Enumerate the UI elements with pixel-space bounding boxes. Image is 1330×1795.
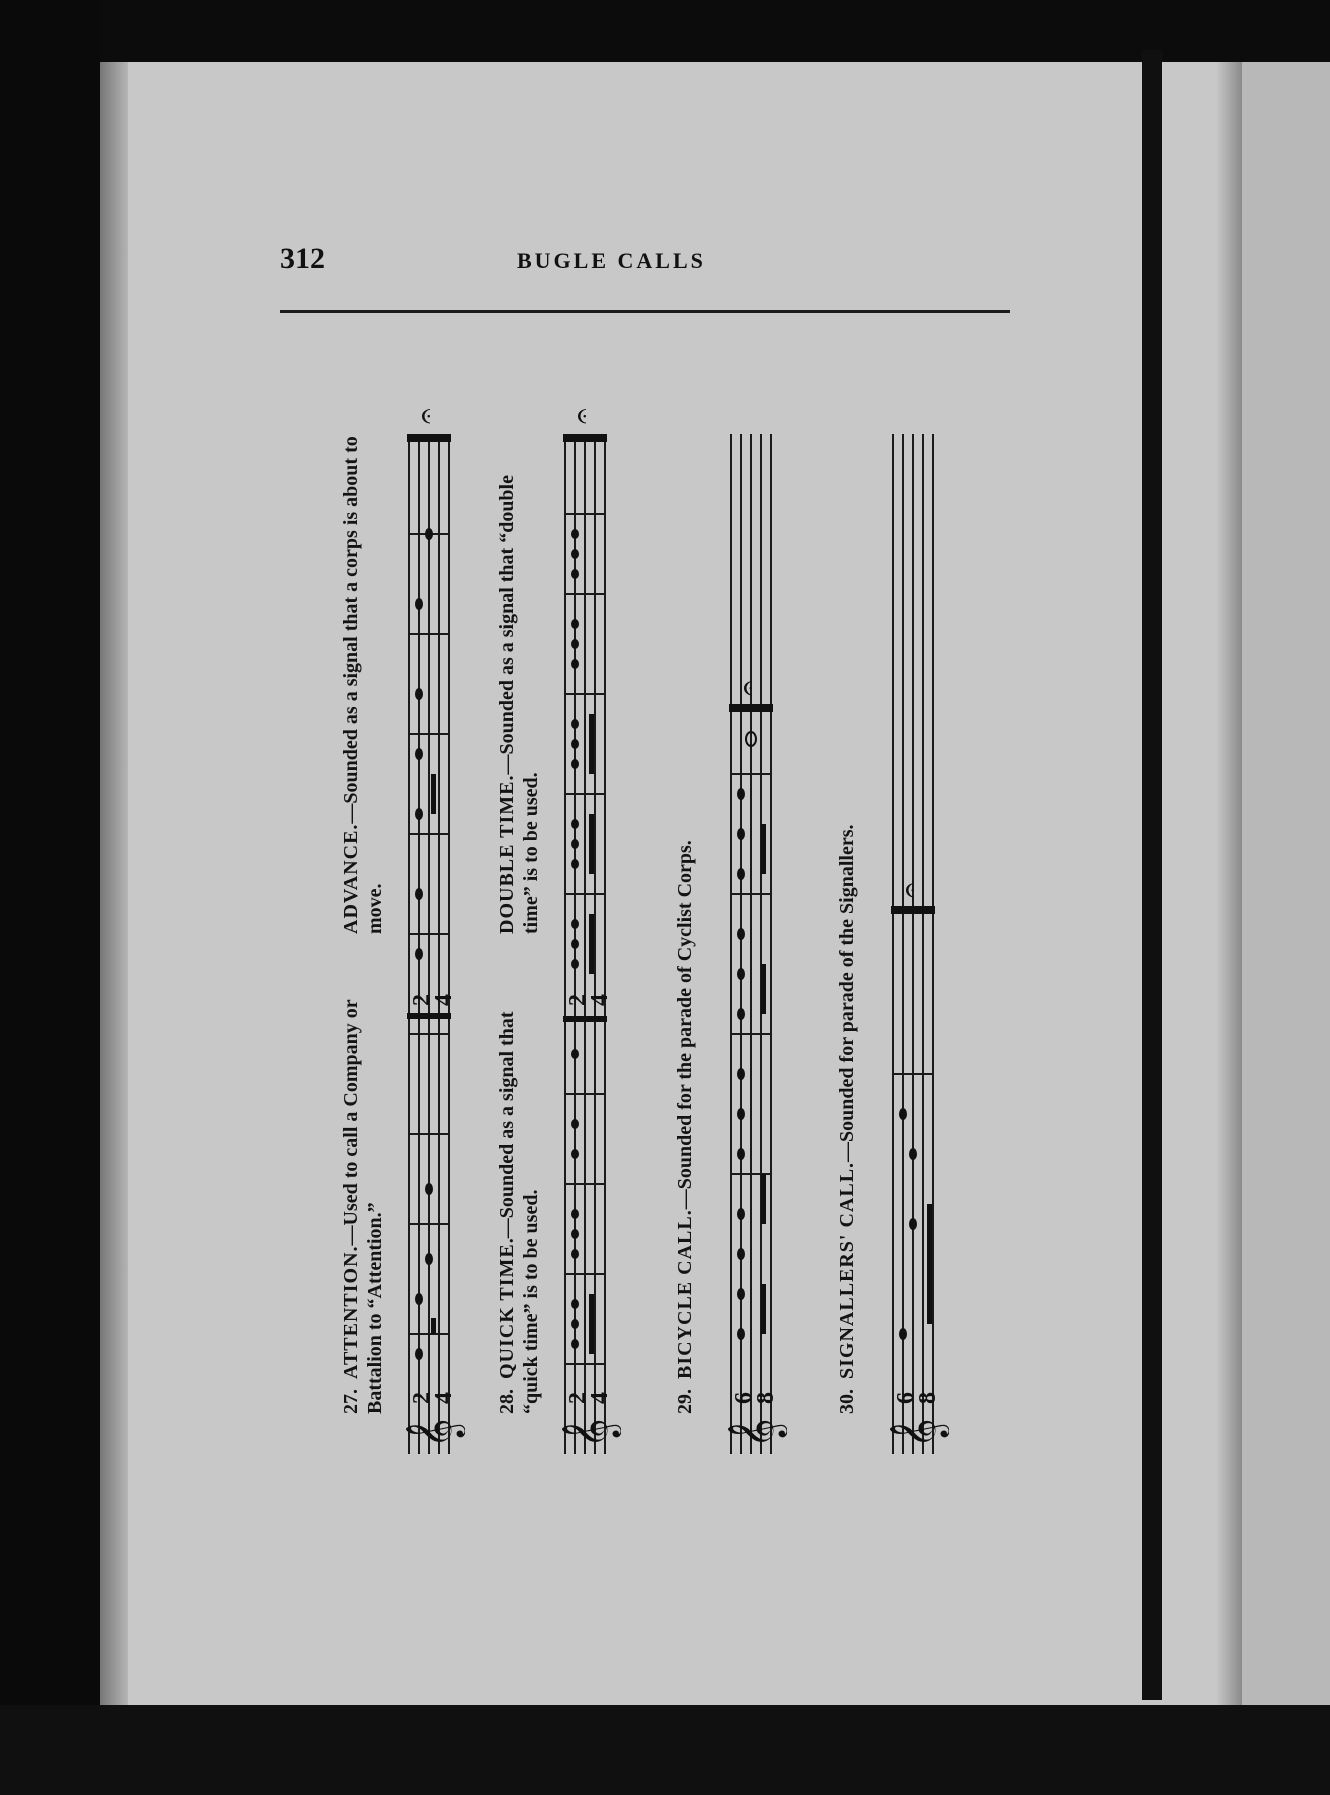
call-number: 28.: [496, 1389, 518, 1414]
call-number: 27.: [340, 1389, 362, 1414]
call-description: —Sounded as a signal that “double time” is to be used.: [496, 475, 542, 934]
staff-1-notation: [395, 394, 465, 1454]
music-staff-1: [395, 394, 465, 1454]
svg-text:𝄞: 𝄞: [889, 1418, 947, 1448]
call-number: 29.: [674, 1389, 696, 1414]
fermata-icon: 𝄐: [895, 882, 926, 898]
svg-text:𝄞: 𝄞: [561, 1418, 619, 1448]
caption-quick-time: [495, 984, 543, 1414]
page-shadow-right: [1216, 62, 1242, 1705]
scan-border-top: [0, 0, 1330, 62]
call-name: ATTENTION.: [340, 1245, 362, 1379]
running-title: BUGLE CALLS: [517, 248, 706, 273]
book-page: [100, 62, 1242, 1705]
inline-time-signature-top: 2: [565, 994, 591, 1006]
call-description: —Sounded as a signal that a corps is about to move.: [340, 436, 386, 934]
music-staff-2: [551, 394, 621, 1454]
page-number: 312: [280, 242, 325, 275]
time-signature-top: 2: [409, 1392, 435, 1404]
book-gutter: [1142, 50, 1162, 1700]
time-signature-bottom: 8: [915, 1392, 941, 1404]
time-signature-bottom: 4: [587, 1392, 613, 1404]
call-name: DOUBLE TIME.: [496, 774, 518, 934]
time-signature-top: 6: [731, 1392, 757, 1404]
call-description: .—Sounded as a signal that “quick time” is to be used.: [496, 1011, 542, 1414]
caption-attention: [339, 994, 387, 1414]
caption-signallers-call: [835, 434, 859, 1414]
time-signature-top: 2: [565, 1392, 591, 1404]
call-description: —Sounded for parade of the Signallers.: [836, 824, 858, 1162]
fermata-icon: 𝄐: [567, 408, 598, 424]
fermata-icon: 𝄐: [411, 408, 442, 424]
caption-bicycle-call: [673, 434, 697, 1414]
svg-text:𝄞: 𝄞: [727, 1418, 785, 1448]
inline-time-signature-bottom: 4: [587, 994, 613, 1006]
running-head: [280, 242, 1080, 312]
caption-advance: [339, 414, 387, 934]
staff-2-notation: [551, 394, 621, 1454]
scan-border-bottom: [0, 1705, 1330, 1795]
header-rule: [280, 310, 1010, 313]
rotated-music-block: [331, 394, 981, 1454]
fermata-icon: 𝄐: [733, 680, 764, 696]
inline-time-signature-bottom: 4: [431, 994, 457, 1006]
call-number: 30.: [836, 1389, 858, 1414]
time-signature-top: 6: [893, 1392, 919, 1404]
call-name: ADVANCE.: [340, 823, 362, 934]
scan-border-left: [0, 0, 100, 1795]
call-name: BICYCLE CALL.: [674, 1209, 696, 1379]
staff-4-notation: [879, 394, 949, 1454]
music-staff-4: [879, 394, 949, 1454]
time-signature-bottom: 4: [431, 1392, 457, 1404]
time-signature-bottom: 8: [753, 1392, 779, 1404]
staff-3-notation: [717, 394, 787, 1454]
caption-double-time: [495, 434, 543, 934]
inline-time-signature-top: 2: [409, 994, 435, 1006]
call-description: —Sounded for the parade of Cyclist Corps.: [674, 840, 696, 1210]
page-shadow-left: [100, 62, 128, 1705]
svg-text:𝄞: 𝄞: [405, 1418, 463, 1448]
call-name: QUICK TIME: [496, 1243, 518, 1379]
call-name: SIGNALLERS' CALL.: [836, 1161, 858, 1379]
music-staff-3: [717, 394, 787, 1454]
call-description: —Used to call a Company or Battalion to “Attention.”: [340, 999, 386, 1414]
